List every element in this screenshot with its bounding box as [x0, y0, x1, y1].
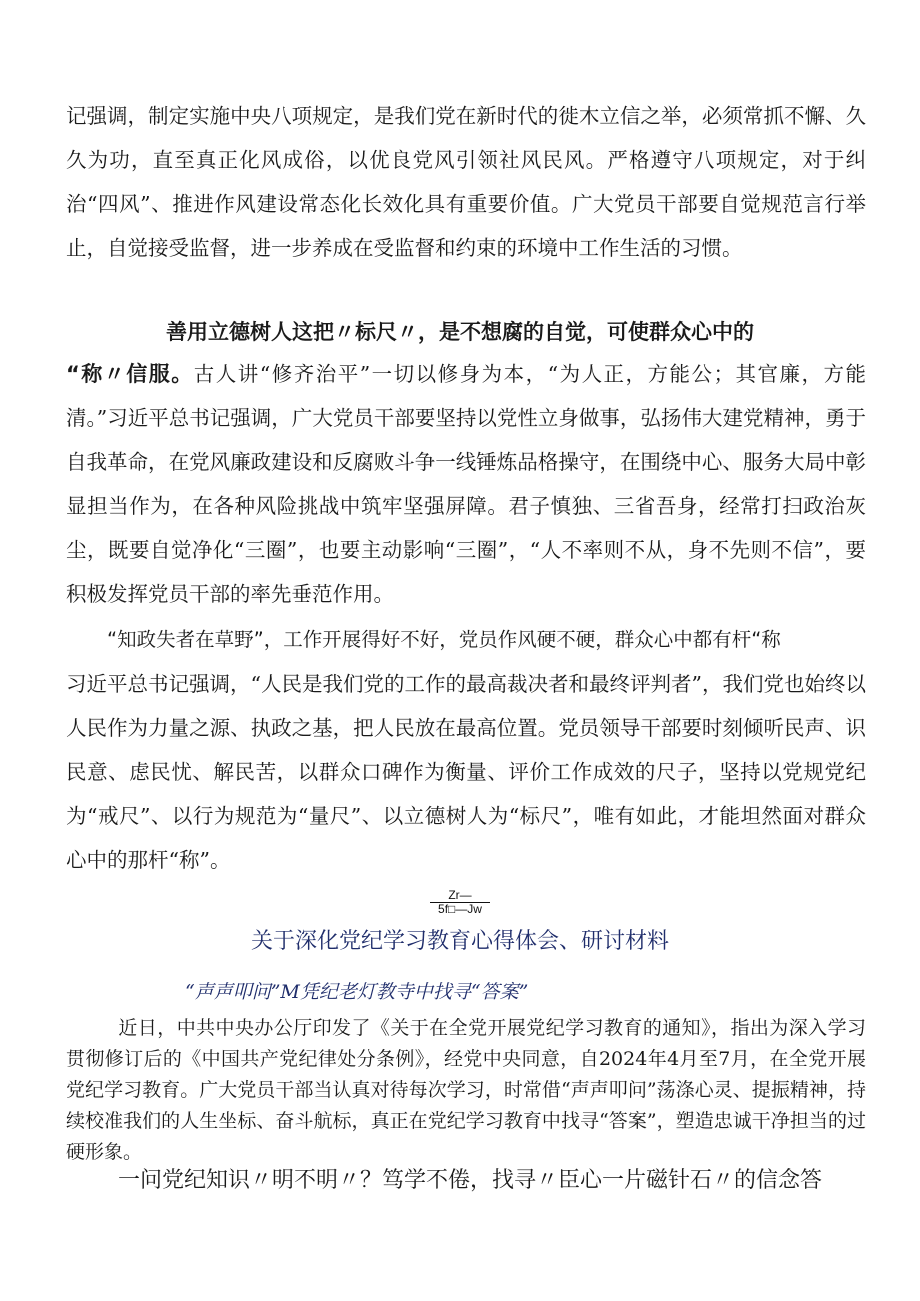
paragraph-1: 记强调，制定实施中央八项规定，是我们党在新时代的徙木立信之举，必须常抓不懈、久久为功，直至真正化风成俗，以优良党风引领社风民风。严格遵守八项规定，对于纠治“四风”、推进作风建设常态化长效化具有重要价值。广大党员干部要自觉规范言行举止，自觉接受监督，进一步养成在受监督和约束的环境中工作生活的习惯。 [66, 104, 866, 260]
section-mark [0, 889, 920, 916]
paragraph-2-text: 古人讲“修齐治平”一切以修身为本，“为人正，方能公；其官廉，方能清。”习近平总书记强调，广大党员干部要坚持以党性立身做事，弘扬伟大建党精神，勇于自我革命，在党风廉政建设和反腐败斗争一线锤炼品格操守，在围绕中心、服务大局中彰显担当作为，在各种风险挑战中筑牢坚强屏障。君子慎独、三省吾身，经常打扫政治灰尘，既要自觉净化“三圈”，也要主动影响“三圈”，“人不率则不从，身不先则不信”，要积极发挥党员干部的率先垂范作用。 [66, 362, 866, 606]
section-heading-line1: 善用立德树人这把〃标尺〃，是不想腐的自觉，可使群众心中的 [166, 320, 754, 344]
bottom-heading: 一问党纪知识〃明不明〃？笃学不倦，找寻〃臣心一片磁针石〃的信念答 [118, 1168, 823, 1193]
paragraph-3-line1: “知政失者在草野”，工作开展得好不好，党员作风硬不硬，群众心中都有杆“称 [107, 628, 781, 651]
doc-subtitle: “声声叩问”M凭纪老灯教寺中找寻“答案” [185, 981, 529, 1003]
paragraph-4 [66, 1013, 866, 1168]
mark-line1: Zr— [448, 888, 472, 902]
doc-title: 关于深化党纪学习教育心得体会、研讨材料 [250, 929, 669, 954]
paragraph-3 [66, 617, 866, 882]
paragraph-2 [66, 352, 866, 616]
section-heading-line2: “称〃信服。 [66, 362, 194, 386]
paragraph-3-text: 习近平总书记强调，“人民是我们党的工作的最高裁决者和最终评判者”，我们党也始终以人民作为力量之源、执政之基，把人民放在最高位置。党员领导干部要时刻倾听民声、识民意、虑民忧、解民苦，以群众口碑作为衡量、评价工作成效的尺子，坚持以党规党纪为“戒尺”、以行为规范为“量尺”、以立德树人为“标尺”，唯有如此，才能坦然面对群众心中的那杆“称”。 [66, 672, 866, 872]
mark-line2: 5f□—Jw [438, 902, 482, 916]
paragraph-4-text: 近日，中共中央办公厅印发了《关于在全党开展党纪学习教育的通知》，指出为深入学习贯彻修订后的《中国共产党纪律处分条例》，经党中央同意，自2024年4月至7月，在全党开展党纪学习教育。广大党员干部当认真对待每次学习，时常借“声声叩问”荡涤心灵、提振精神，持续校准我们的人生坐标、奋斗航标，真正在党纪学习教育中找寻“答案”，塑造忠诚干净担当的过硬形象。 [66, 1017, 866, 1163]
